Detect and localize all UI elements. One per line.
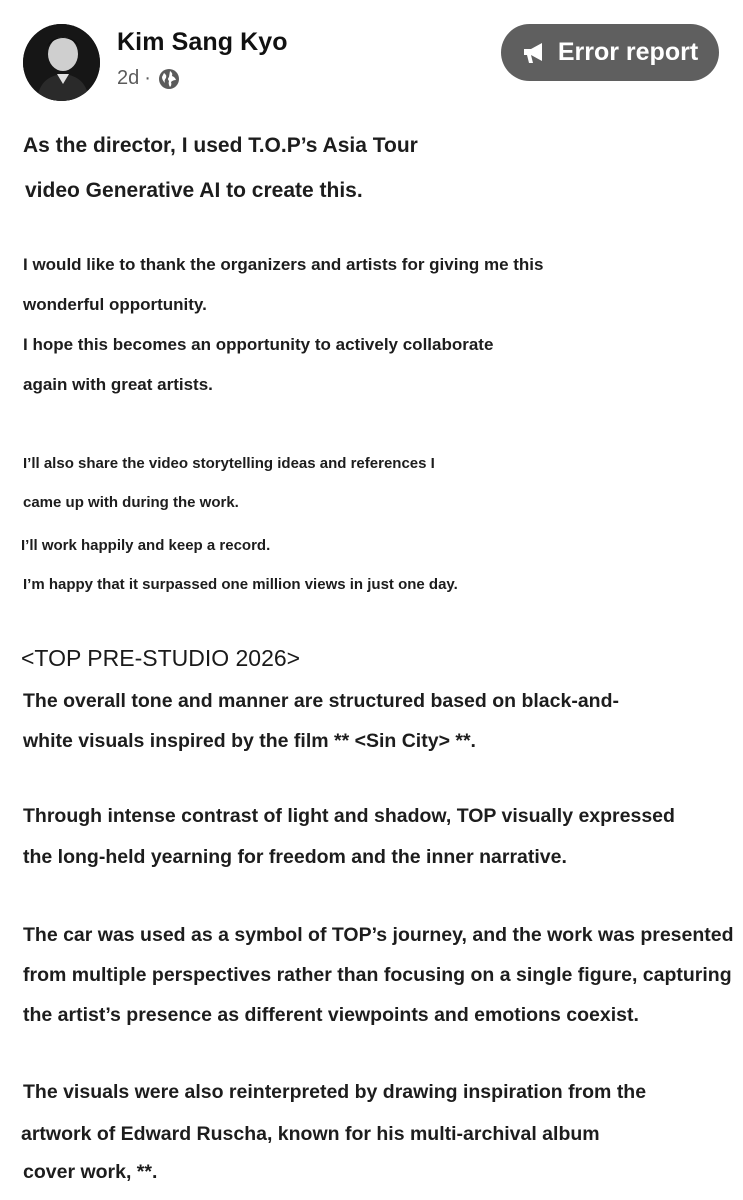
p1-line-1: The overall tone and manner are structured based on black-and- bbox=[23, 690, 619, 712]
intro-line-1: As the director, I used T.O.P’s Asia Tour bbox=[23, 134, 418, 157]
author-avatar[interactable] bbox=[23, 24, 100, 101]
megaphone-icon bbox=[522, 41, 548, 65]
section-heading: <TOP PRE-STUDIO 2026> bbox=[21, 645, 301, 671]
p2-line-1: Through intense contrast of light and shadow, TOP visually expressed bbox=[23, 805, 675, 827]
thanks-line-3: I hope this becomes an opportunity to actively collaborate bbox=[23, 335, 494, 354]
p3-line-2: from multiple perspectives rather than focusing on a single figure, capturing bbox=[23, 964, 732, 986]
thanks-line-1: I would like to thank the organizers and artists for giving me this bbox=[23, 255, 544, 274]
globe-icon bbox=[158, 68, 180, 90]
share-line-4: I’m happy that it surpassed one million views in just one day. bbox=[23, 576, 458, 593]
share-line-1: I’ll also share the video storytelling ideas and references I bbox=[23, 455, 435, 472]
p4-line-1: The visuals were also reinterpreted by drawing inspiration from the bbox=[23, 1081, 647, 1103]
p3-line-1: The car was used as a symbol of TOP’s journey, and the work was presented bbox=[23, 924, 734, 946]
post-time[interactable]: 2d bbox=[117, 67, 140, 89]
p1-line-2: white visuals inspired by the film ** <Sin City> **. bbox=[23, 730, 476, 752]
p3-line-3: the artist’s presence as different viewpoints and emotions coexist. bbox=[23, 1004, 639, 1026]
thanks-line-2: wonderful opportunity. bbox=[23, 295, 207, 314]
share-line-2: came up with during the work. bbox=[23, 494, 239, 511]
intro-line-2: video Generative AI to create this. bbox=[25, 179, 363, 202]
error-report-button[interactable] bbox=[501, 24, 719, 81]
post-meta bbox=[117, 67, 180, 90]
p4-line-3: cover work, **. bbox=[23, 1161, 158, 1183]
meta-separator: · bbox=[144, 67, 151, 89]
author-name[interactable]: Kim Sang Kyo bbox=[117, 28, 288, 56]
share-line-3: I’ll work happily and keep a record. bbox=[21, 537, 271, 554]
thanks-line-4: again with great artists. bbox=[23, 375, 213, 394]
p4-line-2: artwork of Edward Ruscha, known for his multi-archival album bbox=[21, 1123, 600, 1145]
error-report-label: Error report bbox=[557, 38, 699, 66]
p2-line-2: the long-held yearning for freedom and the inner narrative. bbox=[23, 846, 567, 868]
